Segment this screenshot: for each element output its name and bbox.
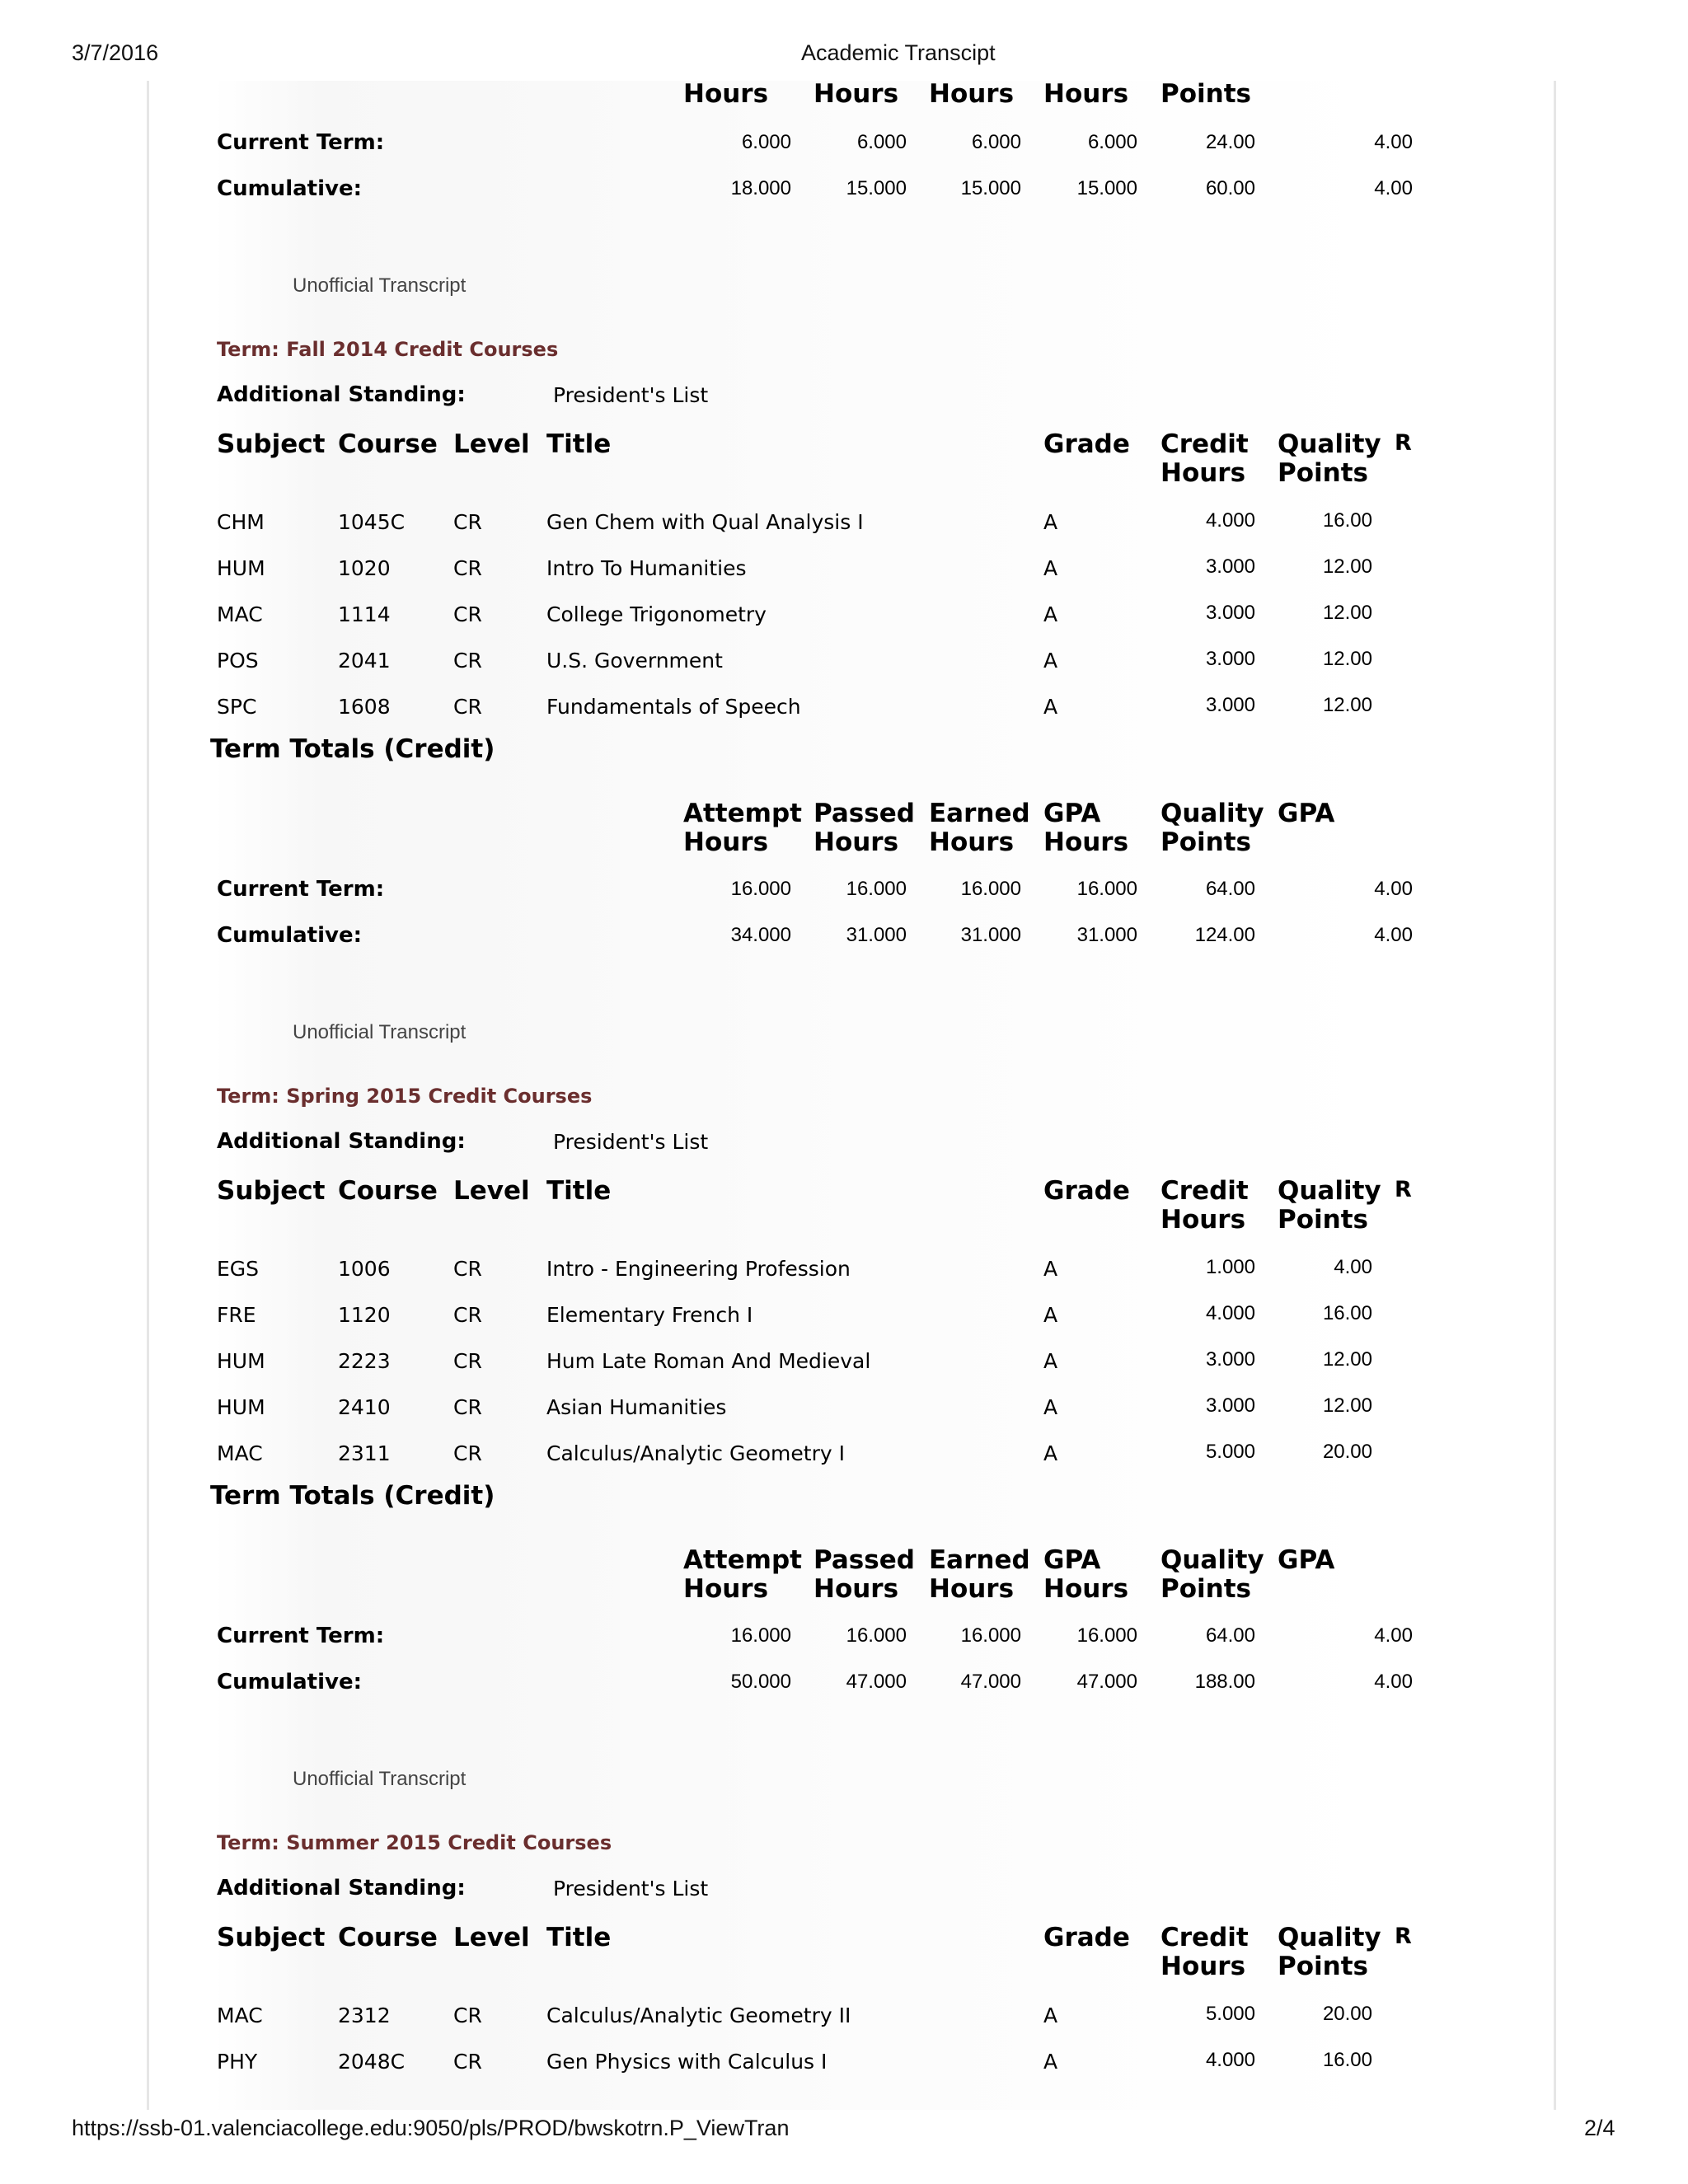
grade-cell: A	[1043, 1257, 1058, 1281]
term-totals-heading: Term Totals (Credit)	[210, 1481, 495, 1511]
col-gpa: GPA	[1043, 1545, 1101, 1575]
col-quality-points: Points	[1278, 458, 1368, 488]
title-cell: Hum Late Roman And Medieval	[546, 1349, 871, 1373]
col-quality: Quality	[1278, 429, 1381, 459]
title-cell: Gen Physics with Calculus I	[546, 2050, 828, 2074]
level-cell: CR	[453, 649, 482, 673]
level-cell: CR	[453, 2050, 482, 2074]
quality-points-cell: 12.00	[1322, 1394, 1372, 1417]
quality-points-cell: 20.00	[1322, 2003, 1372, 2025]
credit-hours-cell: 3.000	[1205, 694, 1255, 716]
subject-cell: MAC	[217, 1441, 263, 1465]
level-cell: CR	[453, 1441, 482, 1465]
level-cell: CR	[453, 695, 482, 719]
value: 18.000	[730, 177, 791, 199]
col-attempt: Attempt	[683, 799, 802, 828]
value: 50.000	[730, 1671, 791, 1693]
value: 64.00	[1205, 878, 1255, 900]
col-subject: Subject	[217, 429, 326, 459]
quality-points-cell: 12.00	[1322, 602, 1372, 624]
unofficial-transcript-label: Unofficial Transcript	[293, 1768, 467, 1790]
header-gpa-hours: Hours	[1043, 79, 1129, 109]
grade-cell: A	[1043, 510, 1058, 534]
col-attempt-hours: Hours	[683, 1574, 769, 1604]
title-cell: Intro - Engineering Profession	[546, 1257, 851, 1281]
course-cell: 2311	[338, 1441, 391, 1465]
col-quality: Quality	[1278, 1923, 1381, 1952]
grade-cell: A	[1043, 1349, 1058, 1373]
value: 31.000	[1076, 924, 1137, 946]
col-grade: Grade	[1043, 1176, 1130, 1206]
quality-points-cell: 12.00	[1322, 694, 1372, 716]
credit-hours-cell: 3.000	[1205, 555, 1255, 578]
credit-hours-cell: 4.000	[1205, 509, 1255, 532]
cumulative-label: Cumulative:	[217, 1670, 362, 1694]
value: 16.000	[730, 1624, 791, 1647]
col-quality-points: Points	[1278, 1205, 1368, 1235]
grade-cell: A	[1043, 556, 1058, 580]
value: 31.000	[846, 924, 907, 946]
title-cell: Calculus/Analytic Geometry I	[546, 1441, 845, 1465]
term-totals-heading: Term Totals (Credit)	[210, 734, 495, 764]
level-cell: CR	[453, 2004, 482, 2027]
level-cell: CR	[453, 556, 482, 580]
title-cell: Fundamentals of Speech	[546, 695, 801, 719]
col-r: R	[1395, 430, 1412, 456]
additional-standing-label: Additional Standing:	[217, 1129, 466, 1154]
col-credit-hours: Hours	[1160, 1952, 1246, 1981]
col-gpa: GPA	[1043, 799, 1101, 828]
quality-points-cell: 12.00	[1322, 555, 1372, 578]
credit-hours-cell: 4.000	[1205, 2049, 1255, 2071]
col-subject: Subject	[217, 1923, 326, 1952]
value: 6.000	[856, 131, 907, 153]
grade-cell: A	[1043, 2050, 1058, 2074]
col-level: Level	[453, 429, 530, 459]
quality-points-cell: 20.00	[1322, 1441, 1372, 1463]
subject-cell: HUM	[217, 556, 265, 580]
value: 16.000	[846, 878, 907, 900]
value: 4.00	[1374, 1671, 1413, 1693]
quality-points-cell: 12.00	[1322, 648, 1372, 670]
subject-cell: POS	[217, 649, 259, 673]
subject-cell: FRE	[217, 1303, 256, 1327]
subject-cell: MAC	[217, 602, 263, 626]
value: 6.000	[971, 131, 1021, 153]
col-title: Title	[546, 1923, 612, 1952]
value: 47.000	[846, 1671, 907, 1693]
col-credit-hours: Hours	[1160, 1205, 1246, 1235]
col-title: Title	[546, 1176, 612, 1206]
value: 4.00	[1374, 177, 1413, 199]
level-cell: CR	[453, 1395, 482, 1419]
value: 6.000	[1087, 131, 1137, 153]
quality-points-cell: 16.00	[1322, 1302, 1372, 1324]
col-earned: Earned	[929, 1545, 1030, 1575]
level-cell: CR	[453, 1349, 482, 1373]
standing-value: President's List	[553, 383, 709, 407]
credit-hours-cell: 3.000	[1205, 648, 1255, 670]
grade-cell: A	[1043, 1303, 1058, 1327]
value: 34.000	[730, 924, 791, 946]
value: 16.000	[846, 1624, 907, 1647]
header-earned-hours: Hours	[929, 79, 1015, 109]
current-term-label: Current Term:	[217, 1624, 385, 1648]
grade-cell: A	[1043, 695, 1058, 719]
credit-hours-cell: 5.000	[1205, 1441, 1255, 1463]
standing-value: President's List	[553, 1877, 709, 1900]
quality-points-cell: 16.00	[1322, 2049, 1372, 2071]
credit-hours-cell: 5.000	[1205, 2003, 1255, 2025]
col-r: R	[1395, 1177, 1412, 1202]
value: 15.000	[846, 177, 907, 199]
subject-cell: PHY	[217, 2050, 258, 2074]
col-attempt: Attempt	[683, 1545, 802, 1575]
title-cell: Asian Humanities	[546, 1395, 727, 1419]
col-grade: Grade	[1043, 1923, 1130, 1952]
page-number: 2/4	[1584, 2116, 1615, 2140]
col-level: Level	[453, 1923, 530, 1952]
subject-cell: HUM	[217, 1349, 265, 1373]
col-course: Course	[338, 1923, 438, 1952]
title-cell: Gen Chem with Qual Analysis I	[546, 510, 864, 534]
col-quality-points: Points	[1160, 827, 1251, 857]
col-credit-hours: Hours	[1160, 458, 1246, 488]
grade-cell: A	[1043, 2004, 1058, 2027]
credit-hours-cell: 3.000	[1205, 1394, 1255, 1417]
page-url: https://ssb-01.valenciacollege.edu:9050/pls/PROD/bwskotrn.P_ViewTran	[72, 2116, 790, 2140]
value: 124.00	[1194, 924, 1255, 946]
current-term-label: Current Term:	[217, 877, 385, 902]
col-earned: Earned	[929, 799, 1030, 828]
current-term-label: Current Term:	[217, 130, 385, 155]
course-cell: 2312	[338, 2004, 391, 2027]
unofficial-transcript-label: Unofficial Transcript	[293, 1021, 467, 1043]
col-quality: Quality	[1160, 1545, 1264, 1575]
credit-hours-cell: 4.000	[1205, 1302, 1255, 1324]
course-cell: 1045C	[338, 510, 406, 534]
quality-points-cell: 12.00	[1322, 1348, 1372, 1371]
title-cell: U.S. Government	[546, 649, 723, 673]
term-heading: Term: Summer 2015 Credit Courses	[217, 1831, 612, 1854]
value: 47.000	[960, 1671, 1021, 1693]
col-gpa-hours: Hours	[1043, 827, 1129, 857]
value: 24.00	[1205, 131, 1255, 153]
col-earned-hours: Hours	[929, 1574, 1015, 1604]
quality-points-cell: 4.00	[1334, 1256, 1372, 1278]
grade-cell: A	[1043, 1395, 1058, 1419]
title-cell: Calculus/Analytic Geometry II	[546, 2004, 851, 2027]
value: 6.000	[741, 131, 791, 153]
col-quality: Quality	[1160, 799, 1264, 828]
col-quality: Quality	[1278, 1176, 1381, 1206]
subject-cell: CHM	[217, 510, 265, 534]
col-passed-hours: Hours	[814, 827, 899, 857]
cumulative-label: Cumulative:	[217, 176, 362, 201]
course-cell: 2048C	[338, 2050, 406, 2074]
print-date: 3/7/2016	[72, 40, 159, 65]
header-quality-points: Points	[1160, 79, 1251, 109]
col-level: Level	[453, 1176, 530, 1206]
subject-cell: SPC	[217, 695, 257, 719]
col-gpa-value: GPA	[1278, 1545, 1335, 1575]
value: 16.000	[960, 878, 1021, 900]
header-attempt-hours: Hours	[683, 79, 769, 109]
value: 31.000	[960, 924, 1021, 946]
value: 16.000	[730, 878, 791, 900]
value: 47.000	[1076, 1671, 1137, 1693]
level-cell: CR	[453, 1257, 482, 1281]
additional-standing-label: Additional Standing:	[217, 1876, 466, 1900]
col-credit: Credit	[1160, 1176, 1249, 1206]
standing-value: President's List	[553, 1130, 709, 1154]
course-cell: 2041	[338, 649, 391, 673]
level-cell: CR	[453, 510, 482, 534]
col-credit: Credit	[1160, 1923, 1249, 1952]
col-title: Title	[546, 429, 612, 459]
value: 4.00	[1374, 131, 1413, 153]
value: 16.000	[960, 1624, 1021, 1647]
course-cell: 1114	[338, 602, 391, 626]
unofficial-transcript-label: Unofficial Transcript	[293, 274, 467, 297]
col-subject: Subject	[217, 1176, 326, 1206]
title-cell: College Trigonometry	[546, 602, 767, 626]
col-earned-hours: Hours	[929, 827, 1015, 857]
col-passed: Passed	[814, 799, 915, 828]
additional-standing-label: Additional Standing:	[217, 382, 466, 407]
subject-cell: MAC	[217, 2004, 263, 2027]
col-course: Course	[338, 429, 438, 459]
col-course: Course	[338, 1176, 438, 1206]
col-quality-points: Points	[1160, 1574, 1251, 1604]
grade-cell: A	[1043, 602, 1058, 626]
col-credit: Credit	[1160, 429, 1249, 459]
value: 16.000	[1076, 1624, 1137, 1647]
value: 60.00	[1205, 177, 1255, 199]
course-cell: 1608	[338, 695, 391, 719]
course-cell: 2410	[338, 1395, 391, 1419]
grade-cell: A	[1043, 649, 1058, 673]
value: 188.00	[1194, 1671, 1255, 1693]
value: 64.00	[1205, 1624, 1255, 1647]
term-heading: Term: Fall 2014 Credit Courses	[217, 338, 559, 361]
value: 4.00	[1374, 1624, 1413, 1647]
col-gpa-hours: Hours	[1043, 1574, 1129, 1604]
subject-cell: EGS	[217, 1257, 260, 1281]
cumulative-label: Cumulative:	[217, 923, 362, 948]
value: 4.00	[1374, 924, 1413, 946]
col-grade: Grade	[1043, 429, 1130, 459]
credit-hours-cell: 3.000	[1205, 1348, 1255, 1371]
term-heading: Term: Spring 2015 Credit Courses	[217, 1085, 593, 1108]
grade-cell: A	[1043, 1441, 1058, 1465]
value: 15.000	[960, 177, 1021, 199]
course-cell: 1006	[338, 1257, 391, 1281]
col-r: R	[1395, 1924, 1412, 1949]
col-passed: Passed	[814, 1545, 915, 1575]
col-gpa-value: GPA	[1278, 799, 1335, 828]
value: 16.000	[1076, 878, 1137, 900]
col-attempt-hours: Hours	[683, 827, 769, 857]
page-title: Academic Transcipt	[801, 40, 996, 65]
header-passed-hours: Hours	[814, 79, 899, 109]
subject-cell: HUM	[217, 1395, 265, 1419]
course-cell: 2223	[338, 1349, 391, 1373]
col-passed-hours: Hours	[814, 1574, 899, 1604]
col-quality-points: Points	[1278, 1952, 1368, 1981]
title-cell: Elementary French I	[546, 1303, 753, 1327]
level-cell: CR	[453, 602, 482, 626]
value: 15.000	[1076, 177, 1137, 199]
quality-points-cell: 16.00	[1322, 509, 1372, 532]
course-cell: 1020	[338, 556, 391, 580]
credit-hours-cell: 1.000	[1205, 1256, 1255, 1278]
title-cell: Intro To Humanities	[546, 556, 747, 580]
course-cell: 1120	[338, 1303, 391, 1327]
value: 4.00	[1374, 878, 1413, 900]
credit-hours-cell: 3.000	[1205, 602, 1255, 624]
level-cell: CR	[453, 1303, 482, 1327]
